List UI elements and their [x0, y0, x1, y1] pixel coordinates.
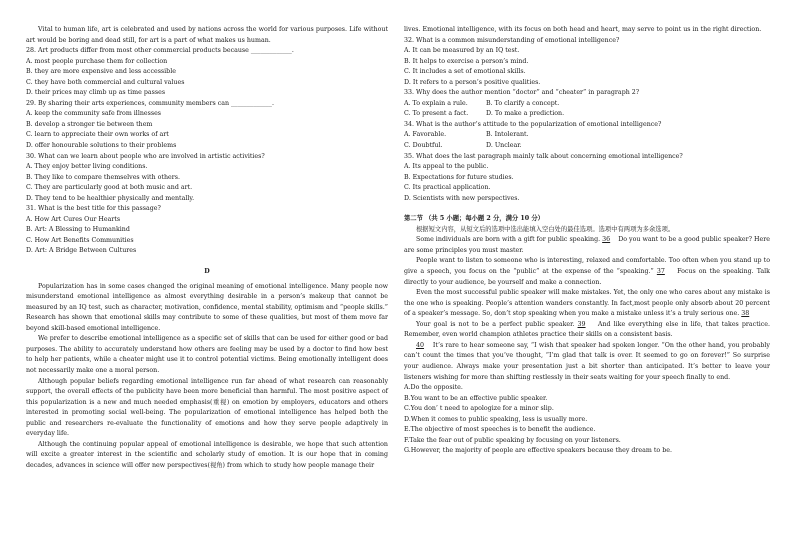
sp4-text-b: And like everything else in life, that takes practice. Remember, even world champion athletes practice their skills on a consistent basis. [404, 320, 770, 339]
section-2-title: 第二节 （共 5 小题；每小题 2 分，满分 10 分） [404, 215, 544, 223]
q30-option-a[interactable]: A. They enjoy better living conditions. [26, 163, 148, 171]
sp5-text-a: It’s rare to hear someone say, “I wish that speaker had spoken longer. “On the other hand, you probably can’t count the times that you’ve thought, “I’m glad that talk is over. It seemed to go on forever!” So surprise your audience. Always make your presentation just a bit shorter than anticipated. It’s better to leave your listeners wishing for more than shifting restlessly in their seats waiting for your speech finally to end. [404, 341, 770, 381]
q32-option-a[interactable]: A. It can be measured by an IQ test. [404, 47, 520, 55]
q28-option-b[interactable]: B. they are more expensive and less accessible [26, 68, 176, 76]
blank-38[interactable]: 38 [741, 310, 750, 318]
q29-option-a[interactable]: A. keep the community safe from illnesses [26, 110, 162, 118]
speaking-paragraph-5 [404, 341, 770, 383]
q28-option-c[interactable]: C. they have both commercial and cultural values [26, 78, 185, 86]
q34-stem: 34. What is the author’s attitude to the popularization of emotional intelligence? [404, 120, 662, 128]
spacer [404, 204, 770, 214]
sp2-text-b: Focus on the speaking. Talk directly to your audience, be yourself and make a connection. [404, 268, 770, 286]
q32-stem: 32. What is a common misunderstanding of emotional intelligence? [404, 36, 620, 44]
speaking-paragraph-3 [404, 288, 770, 320]
section-2-instructions: 根据短文内容，从短文后的选项中选出能填入空白处的最佳选项。选项中有两项为多余选项。 [416, 225, 675, 233]
q28-option-d[interactable]: D. their prices may climb up as time passes [26, 89, 166, 97]
q28-option-a[interactable]: A. most people purchase them for collection [26, 57, 168, 65]
choice-option-d[interactable]: D.When it comes to public speaking, less is usually more. [404, 415, 588, 423]
sp1-text-a: Some individuals are born with a gift for public speaking. [416, 236, 601, 244]
choice-option-g[interactable]: G.However, the majority of people are effective speakers because they dream to be. [404, 447, 672, 455]
q31-option-c[interactable]: C. How Art Benefits Communities [26, 236, 134, 244]
speaking-paragraph-1 [404, 235, 770, 256]
left-column [26, 25, 388, 471]
speaking-paragraph-4 [404, 320, 770, 341]
blank-40[interactable]: 40 [416, 341, 425, 349]
q32-option-c[interactable]: C. It includes a set of emotional skills. [404, 68, 526, 76]
passage-d-continuation: lives. Emotional intelligence, with its focus on both head and heart, may serve to point us in the right direction. [404, 26, 762, 33]
choice-option-c[interactable]: C.You don’ t need to apologize for a minor slip. [404, 405, 554, 413]
passage-d-paragraph-1: Popularization has in some cases changed the original meaning of emotional intelligence. Many people now misunderstand emotional intelligence as almost everything desirable in a person’s makeup that cannot be measured by an IQ test, such as character, motivation, confidence, mental stability, optimism and “people skills.” Research has shown that emotional skills may contribute to some of these qualities, but most of them move far beyond skill-based emotional intelligence. [26, 282, 388, 332]
q29-option-d[interactable]: D. offer honourable solutions to their problems [26, 142, 177, 150]
speaking-paragraph-2 [404, 256, 770, 288]
q35-stem: 35. What does the last paragraph mainly talk about concerning emotional intelligence? [404, 152, 683, 160]
q33-options-row-2 [404, 109, 770, 120]
q28-stem: 28. Art products differ from most other commercial products because _____________. [26, 47, 294, 55]
q33-option-d[interactable]: D. To make a prediction. [486, 110, 565, 118]
q35-option-b[interactable]: B. Expectations for future studies. [404, 173, 514, 181]
q31-option-d[interactable]: D. Art: A Bridge Between Cultures [26, 247, 137, 255]
q33-option-c[interactable]: C. To present a fact. [404, 110, 469, 118]
sp4-text-a: Your goal is not to be a perfect public speaker. [416, 320, 575, 328]
passage-d-paragraph-4: Although the continuing popular appeal of emotional intelligence is desirable, we hope that such attention will excite a greater interest in the scientific and scholarly study of emotion. It is our hope that in coming decades, advances in science will offer new perspectives(视角) from which to study how people manage their [26, 440, 388, 469]
choice-option-b[interactable]: B.You want to be an effective public speaker. [404, 394, 548, 402]
sp3-text-a: Even the most successful public speaker will make mistakes. Yet, the only one who cares about any mistake is the one who is speaking. People’s attention wanders constantly. In fact,most people only absorb about 20 percent of a speaker’s message. So, don’t stop speaking when you make a mistake unless it’s a truly serious one. [404, 289, 770, 318]
q29-option-c[interactable]: C. learn to appreciate their own works of art [26, 131, 169, 139]
q30-option-c[interactable]: C. They are particularly good at both music and art. [26, 184, 193, 192]
choice-option-e[interactable]: E.The objective of most speeches is to benefit the audience. [404, 426, 596, 434]
q34-options-row-1 [404, 130, 770, 141]
passage-d-paragraph-2: We prefer to describe emotional intelligence as a specific set of skills that can be used for either good or bad purposes. The ability to accurately understand how others are feeling may be used by a doctor to find how best to help her patients, while a cheater might use it to control potential victims. Being emotionally intelligent does not necessarily make one a moral person. [26, 335, 388, 374]
q35-option-d[interactable]: D. Scientists with new perspectives. [404, 194, 520, 202]
q35-option-c[interactable]: C. Its practical application. [404, 184, 491, 192]
q33-stem: 33. Why does the author mention “doctor” and “cheater” in paragraph 2? [404, 89, 640, 97]
q34-option-c[interactable]: C. Doubtful. [404, 142, 443, 150]
blank-39[interactable]: 39 [577, 320, 586, 328]
section-d-heading: D [204, 268, 210, 276]
q34-option-a[interactable]: A. Favorable. [404, 131, 447, 139]
q33-option-b[interactable]: B. To clarify a concept. [486, 99, 560, 107]
intro-paragraph: Vital to human life, art is celebrated and used by nations across the world for various purposes. Life without art would be boring and dead still, for art is a part of what makes us human. [26, 26, 388, 44]
q32-option-d[interactable]: D. It refers to a person’s positive qualities. [404, 78, 541, 86]
q31-option-b[interactable]: B. Art: A Blessing to Humankind [26, 226, 130, 234]
q34-option-d[interactable]: D. Unclear. [486, 142, 522, 150]
q34-option-b[interactable]: B. Intolerant. [486, 131, 529, 139]
q29-option-b[interactable]: B. develop a stronger tie between them [26, 120, 153, 128]
q30-option-b[interactable]: B. They like to compare themselves with others. [26, 173, 180, 181]
q30-option-d[interactable]: D. They tend to be healthier physically and mentally. [26, 194, 195, 202]
q34-options-row-2 [404, 141, 770, 152]
choice-option-a[interactable]: A.Do the opposite. [404, 384, 463, 392]
q30-stem: 30. What can we learn about people who are involved in artistic activities? [26, 152, 265, 160]
blank-36[interactable]: 36 [602, 236, 611, 244]
passage-d-paragraph-3: Although popular beliefs regarding emotional intelligence run far ahead of what research can reasonably support, the overall effects of the publicity have been more beneficial than harmful. The most positive aspect of this popularization is a new and much needed emphasis(重视) on emotion by employers, educators and others interested in promoting social well-being. The popularization of emotional intelligence has helped both the public and researchers re-evaluate the functionality of emotions and how they serve people adaptively in everyday life. [26, 377, 388, 438]
blank-37[interactable]: 37 [656, 268, 665, 276]
q31-stem: 31. What is the best title for this passage? [26, 205, 161, 213]
q32-option-b[interactable]: B. It helps to exercise a person’s mind. [404, 57, 529, 65]
sp1-text-b: Do you want to be a good public speaker? Here are some principles you must master. [404, 236, 770, 254]
q33-option-a[interactable]: A. To explain a rule. [404, 99, 468, 107]
q31-option-a[interactable]: A. How Art Cures Our Hearts [26, 215, 121, 223]
q29-stem: 29. By sharing their arts experiences, community members can _____________. [26, 99, 274, 107]
q33-options-row-1 [404, 99, 770, 110]
spacer [26, 257, 388, 267]
sp2-text-a: People want to listen to someone who is interesting, relaxed and comfortable. Too often when you stand up to give a speech, you focus on the “public” at the expense of the “speaking.” [404, 257, 770, 276]
choice-option-f[interactable]: F.Take the fear out of public speaking by focusing on your listeners. [404, 436, 621, 444]
right-column [404, 25, 770, 457]
q35-option-a[interactable]: A. Its appeal to the public. [404, 163, 489, 171]
